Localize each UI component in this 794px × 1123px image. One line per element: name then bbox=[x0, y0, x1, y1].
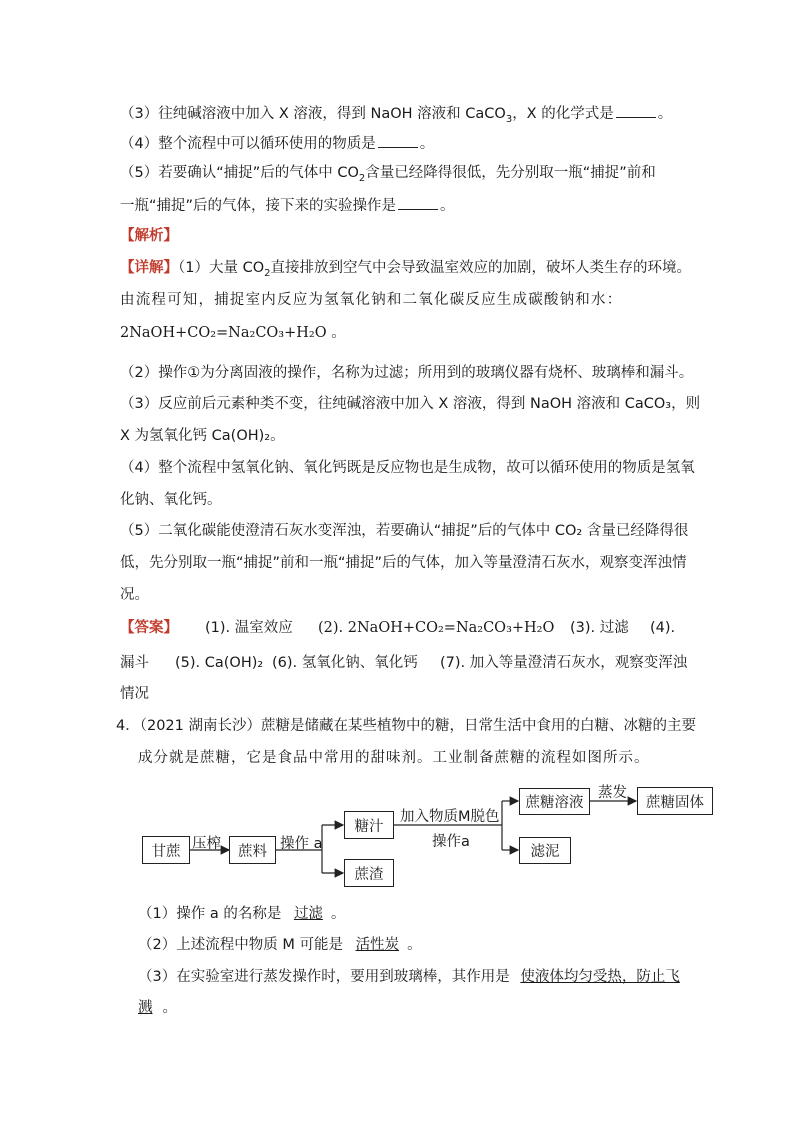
box-zhezha: 蔗渣 bbox=[344, 859, 394, 887]
detail-p2: （2）操作①为分离固液的操作，名称为过滤；所用到的玻璃仪器有烧杯、玻璃棒和漏斗。 bbox=[120, 365, 694, 381]
answer-4b: 漏斗 bbox=[120, 655, 149, 671]
answer-4a: (4). bbox=[650, 620, 676, 636]
answer-1: (1). 温室效应 bbox=[205, 620, 293, 636]
question-3: （3）往纯碱溶液中加入 X 溶液，得到 NaOH 溶液和 CaCO$_3$，X 的化学式是 。 bbox=[120, 103, 672, 130]
subq-2: （2）上述流程中物质 M 可能是 活性炭 。 bbox=[138, 937, 422, 953]
q4-line1: 4．（2021 湖南长沙）蔗糖是储藏在某些植物中的糖，日常生活中食用的白糖、冰糖的主要 bbox=[116, 718, 696, 734]
detail-p3a: （3）反应前后元素种类不变，往纯碱溶液中加入 X 溶液，得到 NaOH 溶液和 CaCO₃，则 bbox=[120, 396, 701, 412]
box-zheliao: 蔗料 bbox=[229, 836, 276, 864]
label-yazha: 压榨 bbox=[192, 836, 221, 852]
subq-1: （1）操作 a 的名称是 过滤 。 bbox=[138, 906, 346, 922]
subq-2-answer: 活性炭 bbox=[355, 937, 400, 953]
label-add-m: 加入物质M脱色 bbox=[400, 809, 500, 825]
jiexi-label: 【解析】 bbox=[120, 228, 178, 244]
detail-line1: 【详解】（1）大量 $CO_2$直接排放到空气中会导致温室效应的加剧，破坏人类生存的环境。 bbox=[120, 260, 691, 279]
box-luni: 滤泥 bbox=[519, 837, 571, 864]
label-zhengfa: 蒸发 bbox=[598, 785, 627, 801]
subq-3: （3）在实验室进行蒸发操作时，要用到玻璃棒，其作用是 使液体均匀受热，防止飞 bbox=[138, 969, 680, 985]
question-5-line2: 一瓶“捕捉”后的气体，接下来的实验操作是 。 bbox=[120, 195, 455, 216]
label-op-a2: 操作a bbox=[432, 834, 470, 850]
answer-5: (5). Ca(OH)₂ bbox=[175, 655, 264, 671]
detail-p5a: （5）二氧化碳能使澄清石灰水变浑浊，若要确认“捕捉”后的气体中 CO₂ 含量已经降得很 bbox=[120, 523, 689, 539]
answer-2: (2). 2NaOH+CO₂=Na₂CO₃+H₂O bbox=[318, 620, 555, 636]
q4-line2: 成分就是蔗糖，它是食品中常用的甜味剂。工业制备蔗糖的流程如图所示。 bbox=[138, 750, 650, 766]
answer-label: 【答案】 bbox=[120, 620, 178, 636]
label-op-a: 操作 a bbox=[280, 836, 323, 852]
detail-equation: 2NaOH+CO₂=Na₂CO₃+H₂O 。 bbox=[120, 325, 346, 341]
detail-line2: 由流程可知，捕捉室内反应为氢氧化钠和二氧化碳反应生成碳酸钠和水： bbox=[120, 292, 623, 308]
answer-6: (6). 氢氧化钠、氧化钙 bbox=[272, 655, 418, 671]
box-zhetang-rongye: 蔗糖溶液 bbox=[519, 788, 590, 815]
answer-7b: 情况 bbox=[120, 686, 149, 702]
box-ganzhe: 甘蔗 bbox=[142, 836, 190, 864]
answer-7: (7). 加入等量澄清石灰水，观察变浑浊 bbox=[440, 655, 688, 671]
subq-3-answer-cont: 溅 bbox=[138, 1000, 153, 1016]
question-5-line1: （5）若要确认“捕捉”后的气体中 $CO_2$含量已经降得很低，先分别取一瓶“捕捉”前和 bbox=[120, 165, 656, 184]
detail-p3b: X 为氢氧化钙 Ca(OH)₂。 bbox=[120, 428, 285, 444]
box-zhetang-guti: 蔗糖固体 bbox=[637, 787, 713, 815]
subq-3-cont: 溅 。 bbox=[138, 1000, 177, 1016]
question-4: （4）整个流程中可以循环使用的物质是 。 bbox=[120, 133, 434, 154]
answer-3: (3). 过滤 bbox=[570, 620, 629, 636]
subq-3-answer: 使液体均匀受热，防止飞 bbox=[520, 969, 680, 985]
detail-p5c: 况。 bbox=[120, 587, 149, 603]
subq-1-answer: 过滤 bbox=[293, 906, 323, 922]
detail-p4a: （4）整个流程中氢氧化钠、氧化钙既是反应物也是生成物，故可以循环使用的物质是氢氧 bbox=[120, 460, 695, 476]
box-tangzhi: 糖汁 bbox=[344, 811, 394, 839]
detail-p5b: 低，先分别取一瓶“捕捉”前和一瓶“捕捉”后的气体，加入等量澄清石灰水，观察变浑浊情 bbox=[120, 555, 687, 571]
detail-p4b: 化钠、氧化钙。 bbox=[120, 492, 222, 508]
